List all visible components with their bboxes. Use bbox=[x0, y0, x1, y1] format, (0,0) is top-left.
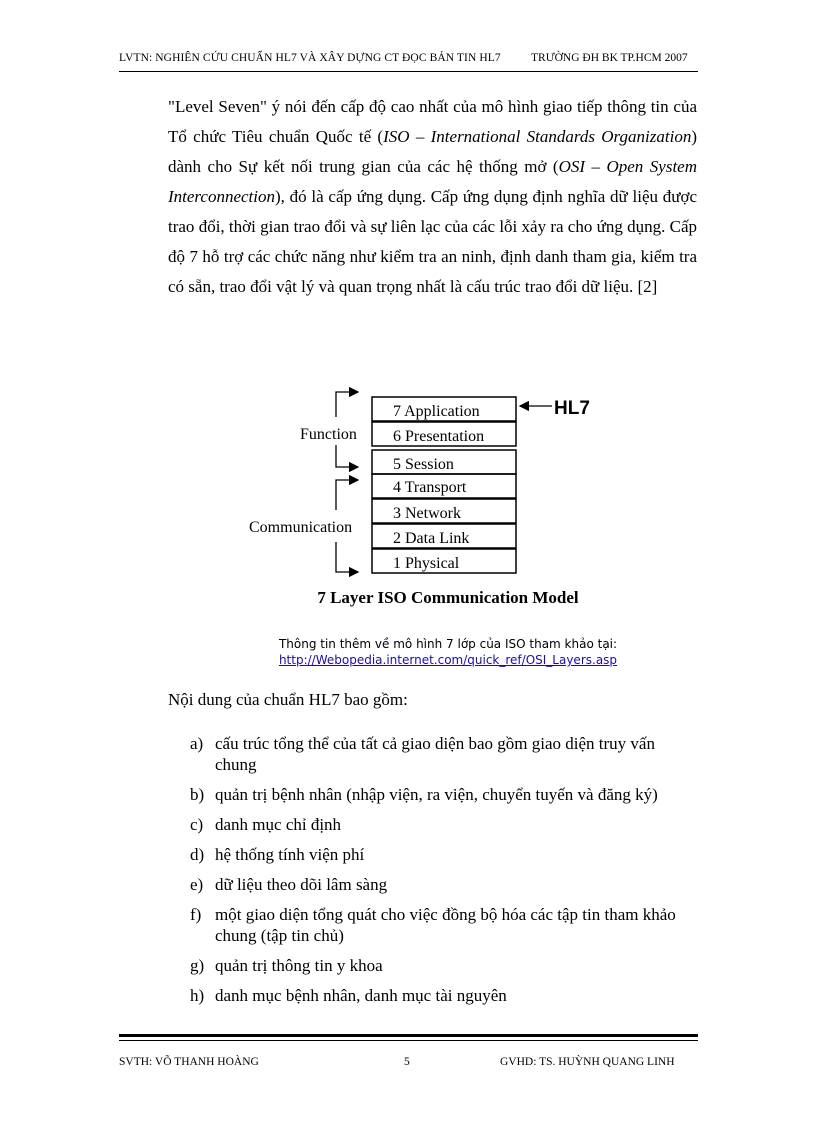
layer-label-6: 6 Presentation bbox=[393, 428, 485, 445]
list-marker: h) bbox=[190, 986, 205, 1005]
para-text-3: ), đó là cấp ứng dụng. Cấp ứng dụng định nghĩa dữ liệu được trao đổi, thời gian trao đổi và sự liên lạc của các lỗi xảy ra cho ứng dụng. Cấp độ 7 hỗ trợ các chức năng như kiểm tra an ninh, định danh tham gia, kiểm tra có sẵn, trao đổi vật lý và quan trọng nhất là cấu trúc trao đổi dữ liệu. [2] bbox=[168, 187, 697, 296]
osi-layer-diagram bbox=[240, 382, 620, 582]
para-text-1: "Level Seven" ý nói đến cấp độ cao nhất của mô hình giao tiếp thông tin của Tổ chức Tiêu chuẩn Quốc tế ( bbox=[168, 97, 697, 146]
communication-label: Communication bbox=[249, 519, 353, 536]
content-list bbox=[168, 733, 698, 1015]
list-item bbox=[168, 904, 698, 946]
list-item bbox=[168, 955, 698, 976]
list-marker: f) bbox=[190, 905, 202, 924]
list-item bbox=[168, 814, 698, 835]
layer-label-4: 4 Transport bbox=[393, 479, 467, 496]
list-text: cấu trúc tổng thể của tất cả giao diện bao gồm giao diện truy vấn chung bbox=[215, 734, 655, 774]
footer-rule-thick bbox=[119, 1034, 698, 1037]
list-marker: e) bbox=[190, 875, 204, 894]
para-text-2: ) dành cho Sự kết nối trung gian của các hệ thống mở ( bbox=[168, 127, 697, 176]
reference-link[interactable]: http://Webopedia.internet.com/quick_ref/OSI_Layers.asp bbox=[278, 653, 618, 667]
layer-label-2: 2 Data Link bbox=[393, 530, 470, 547]
reference-note bbox=[168, 636, 728, 668]
list-text: dữ liệu theo dõi lâm sàng bbox=[215, 875, 388, 894]
layer-label-7: 7 Application bbox=[393, 403, 480, 420]
header-left: LVTN: NGHIÊN CỨU CHUẨN HL7 VÀ XÂY DỰNG CT ĐỌC BẢN TIN HL7 bbox=[119, 52, 501, 64]
list-marker: g) bbox=[190, 956, 205, 975]
layer-label-3: 3 Network bbox=[393, 505, 461, 522]
list-text: danh mục chỉ định bbox=[215, 815, 342, 834]
header-rule bbox=[119, 71, 698, 72]
note-text: Thông tin thêm về mô hình 7 lớp của ISO tham khảo tại: bbox=[278, 637, 618, 651]
list-marker: c) bbox=[190, 815, 204, 834]
hl7-label: HL7 bbox=[554, 398, 590, 419]
layer-label-5: 5 Session bbox=[393, 456, 454, 473]
page-number: 5 bbox=[404, 1056, 410, 1068]
function-label: Function bbox=[300, 426, 357, 443]
list-text: một giao diện tổng quát cho việc đồng bộ hóa các tập tin tham khảo chung (tập tin chủ) bbox=[215, 905, 676, 945]
list-item bbox=[168, 733, 698, 775]
para-em-osi: OSI – Open System Interconnection bbox=[168, 157, 697, 206]
list-text: quản trị bệnh nhân (nhập viện, ra viện, chuyển tuyến và đăng ký) bbox=[215, 785, 658, 804]
list-text: hệ thống tính viện phí bbox=[215, 845, 365, 864]
list-marker: b) bbox=[190, 785, 205, 804]
layer-stack bbox=[372, 397, 516, 573]
list-item bbox=[168, 784, 698, 805]
list-item bbox=[168, 874, 698, 895]
footer-advisor: GVHD: TS. HUỲNH QUANG LINH bbox=[500, 1056, 675, 1068]
para-em-iso: ISO – International Standards Organization bbox=[383, 127, 692, 146]
intro-paragraph bbox=[168, 92, 697, 302]
layer-label-1: 1 Physical bbox=[393, 555, 460, 572]
list-marker: a) bbox=[190, 734, 204, 753]
list-marker: d) bbox=[190, 845, 205, 864]
list-item bbox=[168, 844, 698, 865]
list-item bbox=[168, 985, 698, 1006]
footer-rule-thin bbox=[119, 1040, 698, 1041]
list-text: quản trị thông tin y khoa bbox=[215, 956, 383, 975]
content-intro: Nội dung của chuẩn HL7 bao gồm: bbox=[168, 690, 408, 709]
header-right: TRƯỜNG ĐH BK TP.HCM 2007 bbox=[531, 52, 688, 64]
list-text: danh mục bệnh nhân, danh mục tài nguyên bbox=[215, 986, 507, 1005]
footer-student: SVTH: VÕ THANH HOÀNG bbox=[119, 1056, 259, 1068]
diagram-caption: 7 Layer ISO Communication Model bbox=[317, 588, 579, 607]
